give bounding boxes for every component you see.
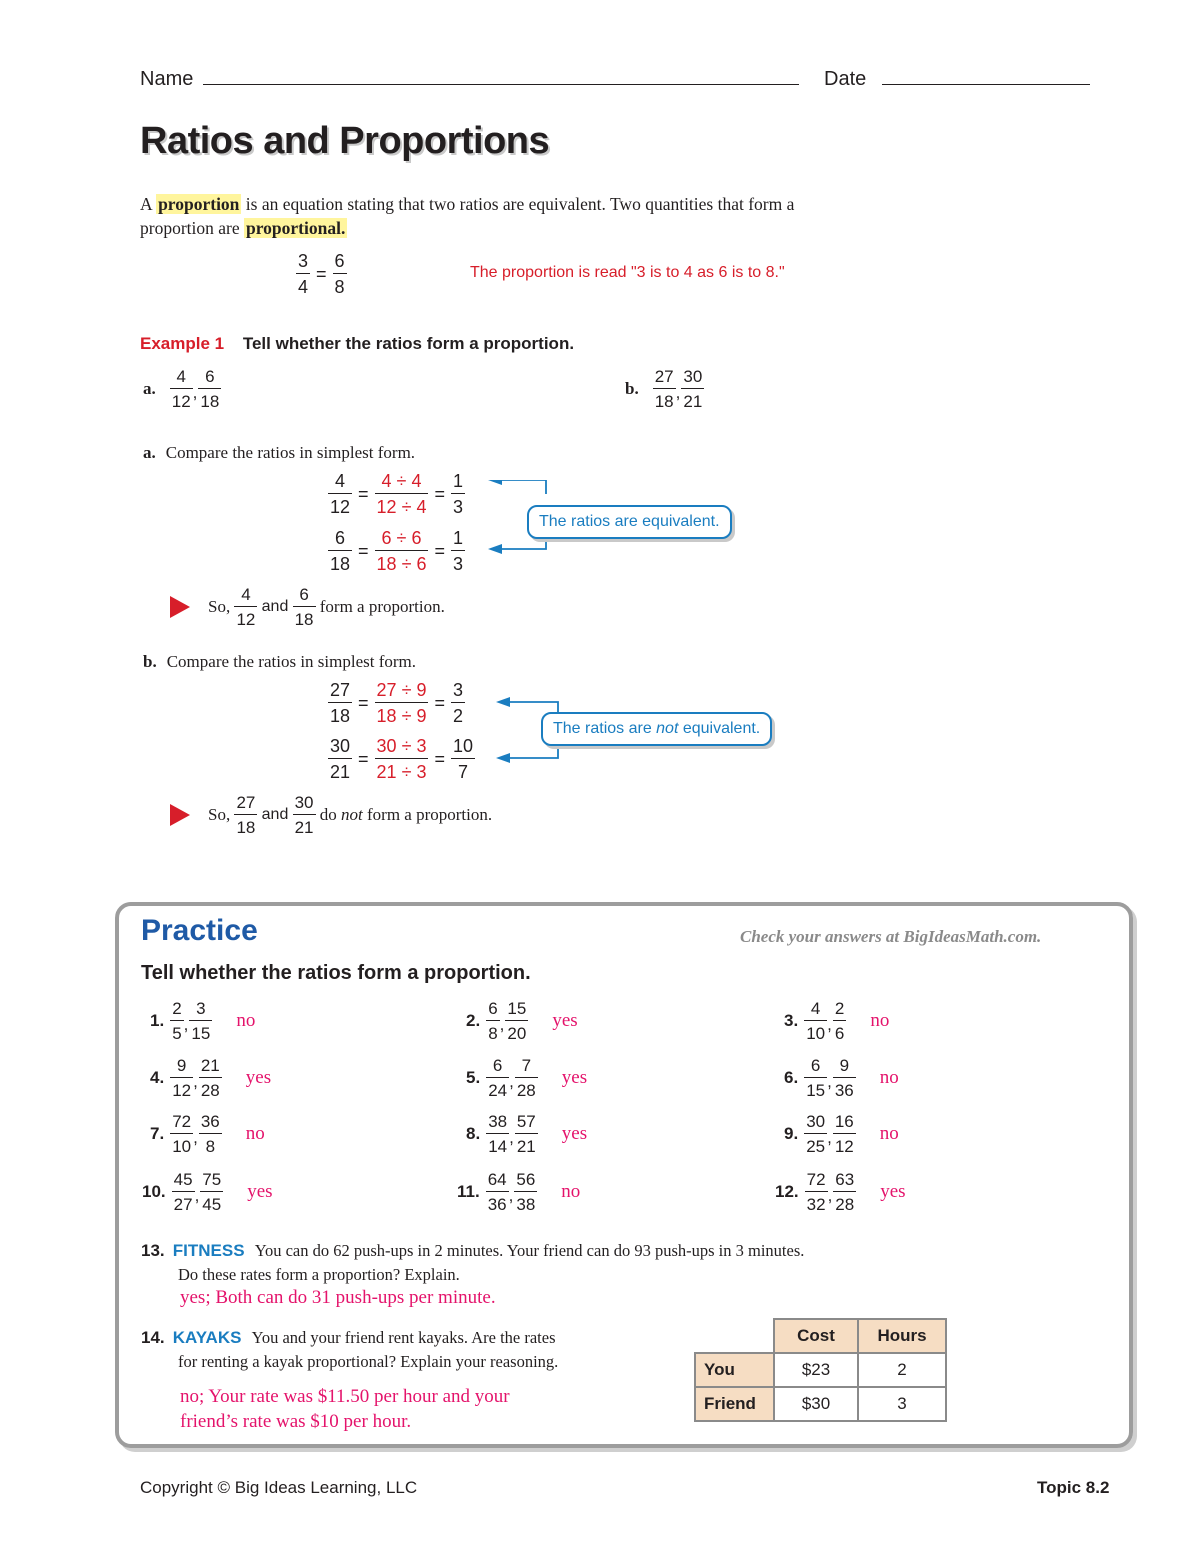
answer: yes	[880, 1181, 906, 1202]
practice-item-6: 6. $\frac{6}{15}$ , $\frac{9}{36}$ no	[784, 1056, 899, 1100]
answer: yes	[247, 1181, 273, 1202]
example-label: Example 1	[140, 334, 225, 353]
practice-item-3: 3. $\frac{4}{10}$ , $\frac{2}{6}$ no	[784, 999, 890, 1043]
q13-answer: yes; Both can do 31 push-ups per minute.	[180, 1287, 496, 1308]
answer: yes	[561, 1123, 588, 1144]
practice-item-1: 1. $\frac{2}{5}$ , $\frac{3}{15}$ no	[150, 999, 256, 1043]
callout-equivalent: The ratios are equivalent.	[527, 505, 732, 539]
arrow-head-bottom	[488, 544, 502, 554]
part-a-instruction: a. Compare the ratios in simplest form.	[143, 443, 416, 462]
answer: no	[879, 1123, 899, 1144]
practice-item-2: 2. $\frac{6}{8}$ , $\frac{15}{20}$ yes	[466, 999, 578, 1043]
arrow-line-top	[500, 480, 546, 494]
q13-label: FITNESS	[172, 1241, 245, 1260]
red-arrow-icon	[170, 596, 190, 618]
date-label: Date	[824, 68, 867, 90]
answer: no	[245, 1123, 265, 1144]
question-14: 14. KAYAKS You and your friend rent kayaks. Are the rates for renting a kayak proportional? Explain your reasoning.	[141, 1328, 559, 1371]
arrow-head-top	[488, 480, 502, 485]
practice-instruction: Tell whether the ratios form a proportion.	[141, 962, 531, 984]
answer: yes	[245, 1067, 272, 1088]
practice-item-9: 9. $\frac{30}{25}$ , $\frac{16}{12}$ no	[784, 1112, 899, 1156]
part-a-conclusion: So, $\frac{4}{12}$ and $\frac{6}{18}$ form a proportion.	[170, 586, 445, 628]
arrow-line-bottom	[508, 744, 558, 758]
answer: yes	[552, 1010, 578, 1031]
answer: no	[561, 1181, 581, 1202]
name-blank[interactable]	[203, 84, 799, 85]
table-header-cost: Cost	[774, 1319, 858, 1353]
term-proportional: proportional.	[246, 218, 346, 238]
example-a-ratios: a. $\frac{4}{12}$ , $\frac{6}{18}$	[143, 367, 220, 411]
practice-item-5: 5. $\frac{6}{24}$ , $\frac{7}{28}$ yes	[466, 1056, 588, 1100]
term-proportion: proportion	[158, 194, 240, 214]
answer: yes	[561, 1067, 588, 1088]
q14-answer: no; Your rate was $11.50 per hour and your friend’s rate was $10 per hour.	[180, 1386, 510, 1432]
q14-label: KAYAKS	[172, 1328, 242, 1347]
kayak-table	[694, 1318, 947, 1422]
practice-item-12: 12. $\frac{72}{32}$ , $\frac{63}{28}$ yes	[775, 1170, 906, 1214]
part-b-row1: $\frac{27}{18}$ = $\frac{27 \div 9}{18 \div 9}$ = $\frac{3}{2}$	[330, 680, 463, 726]
part-b-instruction: b. Compare the ratios in simplest form.	[143, 652, 417, 671]
name-label: Name	[140, 68, 194, 90]
page-title: Ratios and Proportions	[140, 120, 550, 162]
callout-not-equivalent: The ratios are not equivalent.	[541, 712, 772, 746]
arrow-head-top	[496, 697, 510, 707]
red-arrow-icon	[170, 804, 190, 826]
footer-topic: Topic 8.2	[1037, 1478, 1110, 1497]
answer: no	[236, 1010, 256, 1031]
practice-title: Practice	[141, 914, 258, 947]
table-row: Friend $30 3	[695, 1387, 946, 1421]
table-row: You $23 2	[695, 1353, 946, 1387]
proportion-example: $\frac{3}{4}$ = $\frac{6}{8}$	[298, 251, 345, 297]
proportion-note: The proportion is read "3 is to 4 as 6 is to 8."	[470, 264, 785, 281]
answer: no	[870, 1010, 890, 1031]
name-field[interactable]	[140, 68, 799, 91]
practice-item-10: 10. $\frac{45}{27}$ , $\frac{75}{45}$ yes	[142, 1170, 273, 1214]
table-header-hours: Hours	[858, 1319, 946, 1353]
question-13: 13. FITNESS You can do 62 push-ups in 2 minutes. Your friend can do 93 push-ups in 3 minutes. Do these rates form a proportion? Explain.	[141, 1241, 805, 1284]
example-b-ratios: b. $\frac{27}{18}$ , $\frac{30}{21}$	[625, 367, 703, 411]
practice-item-4: 4. $\frac{9}{12}$ , $\frac{21}{28}$ yes	[150, 1056, 272, 1100]
part-b-conclusion: So, $\frac{27}{18}$ and $\frac{30}{21}$ do not form a proportion.	[170, 794, 492, 836]
part-a-row2: $\frac{6}{18}$ = $\frac{6 \div 6}{18 \div 6}$ = $\frac{1}{3}$	[330, 528, 463, 574]
date-blank[interactable]	[882, 84, 1090, 85]
practice-item-8: 8. $\frac{38}{14}$ , $\frac{57}{21}$ yes	[466, 1112, 588, 1156]
answer: no	[879, 1067, 899, 1088]
example-prompt: Tell whether the ratios form a proportion.	[242, 334, 575, 353]
intro-paragraph: A proportion is an equation stating that two ratios are equivalent. Two quantities that form a proportion are proportional.	[140, 194, 795, 238]
practice-check-link[interactable]: Check your answers at BigIdeasMath.com.	[740, 927, 1042, 946]
practice-item-11: 11. $\frac{64}{36}$ , $\frac{56}{38}$ no	[457, 1170, 581, 1214]
example-1-heading	[140, 334, 574, 354]
part-b-row2: $\frac{30}{21}$ = $\frac{30 \div 3}{21 \div 3}$ = $\frac{10}{7}$	[330, 736, 474, 782]
practice-item-7: 7. $\frac{72}{10}$ , $\frac{36}{8}$ no	[150, 1112, 265, 1156]
footer-copyright: Copyright © Big Ideas Learning, LLC	[140, 1478, 418, 1497]
part-a-row1: $\frac{4}{12}$ = $\frac{4 \div 4}{12 \div 4}$ = $\frac{1}{3}$	[330, 471, 463, 517]
date-field[interactable]	[824, 68, 1090, 91]
arrow-head-bottom	[496, 753, 510, 763]
